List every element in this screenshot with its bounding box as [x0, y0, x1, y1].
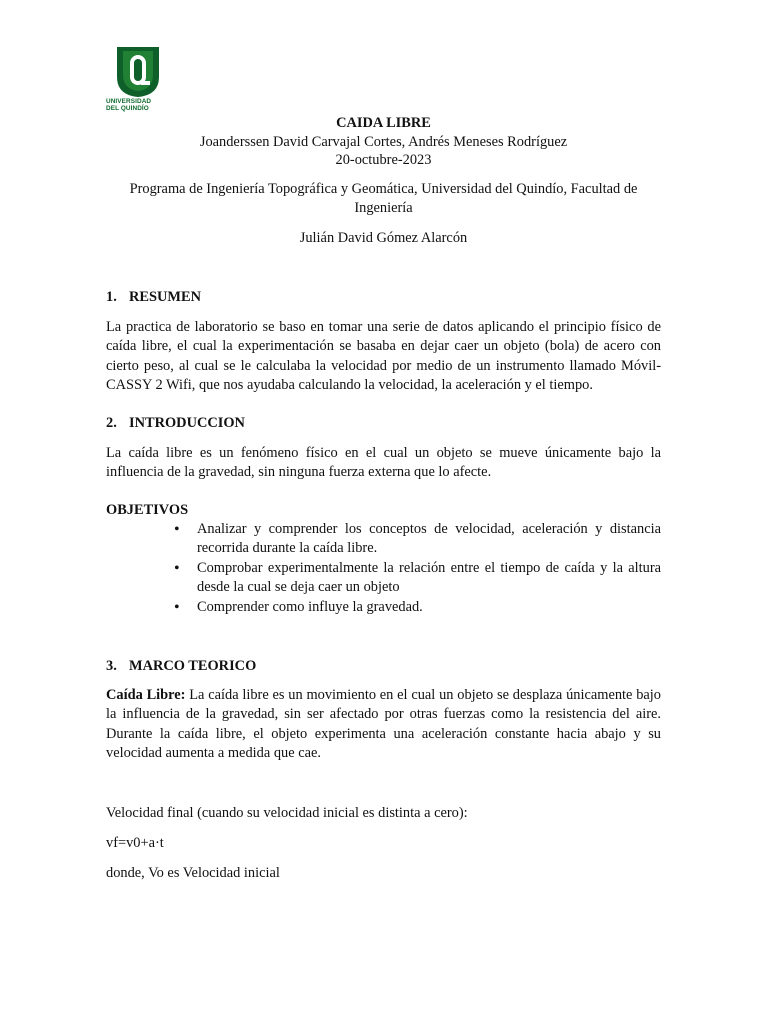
velocity-label: Velocidad final (cuando su velocidad inicial es distinta a cero): [106, 805, 468, 821]
logo-text [106, 98, 162, 112]
document-title: CAIDA LIBRE [336, 115, 431, 131]
section-title: RESUMEN [129, 289, 201, 305]
section-number: 2. [106, 415, 117, 431]
date: 20-octubre-2023 [335, 152, 432, 168]
marco-teorico-paragraph [106, 686, 661, 764]
logo-text-line2: DEL QUINDÍO [106, 105, 149, 112]
section-number: 3. [106, 658, 117, 674]
list-item: • Comprender como influye la gravedad. [174, 598, 661, 617]
program-line1: Programa de Ingeniería Topográfica y Geomática, Universidad del Quindío, Facultad de [129, 181, 638, 197]
section-number: 1. [106, 289, 117, 305]
objetivos-list [174, 520, 661, 617]
authors: Joanderssen David Carvajal Cortes, Andrés Meneses Rodríguez [199, 134, 568, 150]
section-heading-resumen [106, 289, 201, 306]
marco-teorico-text: La caída libre es un movimiento en el cual un objeto se desplaza únicamente bajo la influencia de la gravedad, sin ser afectado por otras fuerzas como la resistencia del aire. Durante la caída libre, el objeto experimenta una aceleración constante hacia abajo y su velocidad aumenta a medida que cae. [106, 687, 661, 762]
professor: Julián David Gómez Alarcón [299, 230, 468, 246]
formula-where: donde, Vo es Velocidad inicial [106, 865, 280, 881]
list-item: • Analizar y comprender los conceptos de velocidad, aceleración y distancia recorrida durante la caída libre. [174, 520, 661, 559]
section-title: MARCO TEORICO [129, 658, 257, 674]
resumen-paragraph: La practica de laboratorio se baso en tomar una serie de datos aplicando el principio físico de caída libre, el cual la experimentación se basaba en dejar caer un objeto (bola) de acero con cierto peso, al cual se le calculaba la velocidad por medio de un instrumento llamado Móvil-CASSY 2 Wifi, que nos ayudaba calculando la velocidad, la aceleración y el tiempo. [106, 319, 661, 394]
list-item: • Comprobar experimentalmente la relación entre el tiempo de caída y la altura desde la cual se deja caer un objeto [174, 559, 661, 598]
university-logo [106, 47, 162, 117]
program-line2: Ingeniería [354, 200, 413, 216]
section-heading-marco-teorico [106, 658, 256, 675]
introduccion-paragraph: La caída libre es un fenómeno físico en el cual un objeto se mueve únicamente bajo la influencia de la gravedad, sin ninguna fuerza externa que lo afecte. [106, 445, 661, 481]
velocity-formula: vf=v0+a·t [106, 835, 164, 851]
section-title: INTRODUCCION [129, 415, 245, 431]
objetivos-heading: OBJETIVOS [106, 502, 189, 518]
term-caida-libre: Caída Libre: [106, 687, 186, 703]
section-heading-introduccion [106, 415, 245, 432]
university-shield-icon [115, 47, 161, 97]
logo-text-line1: UNIVERSIDAD [106, 98, 152, 105]
